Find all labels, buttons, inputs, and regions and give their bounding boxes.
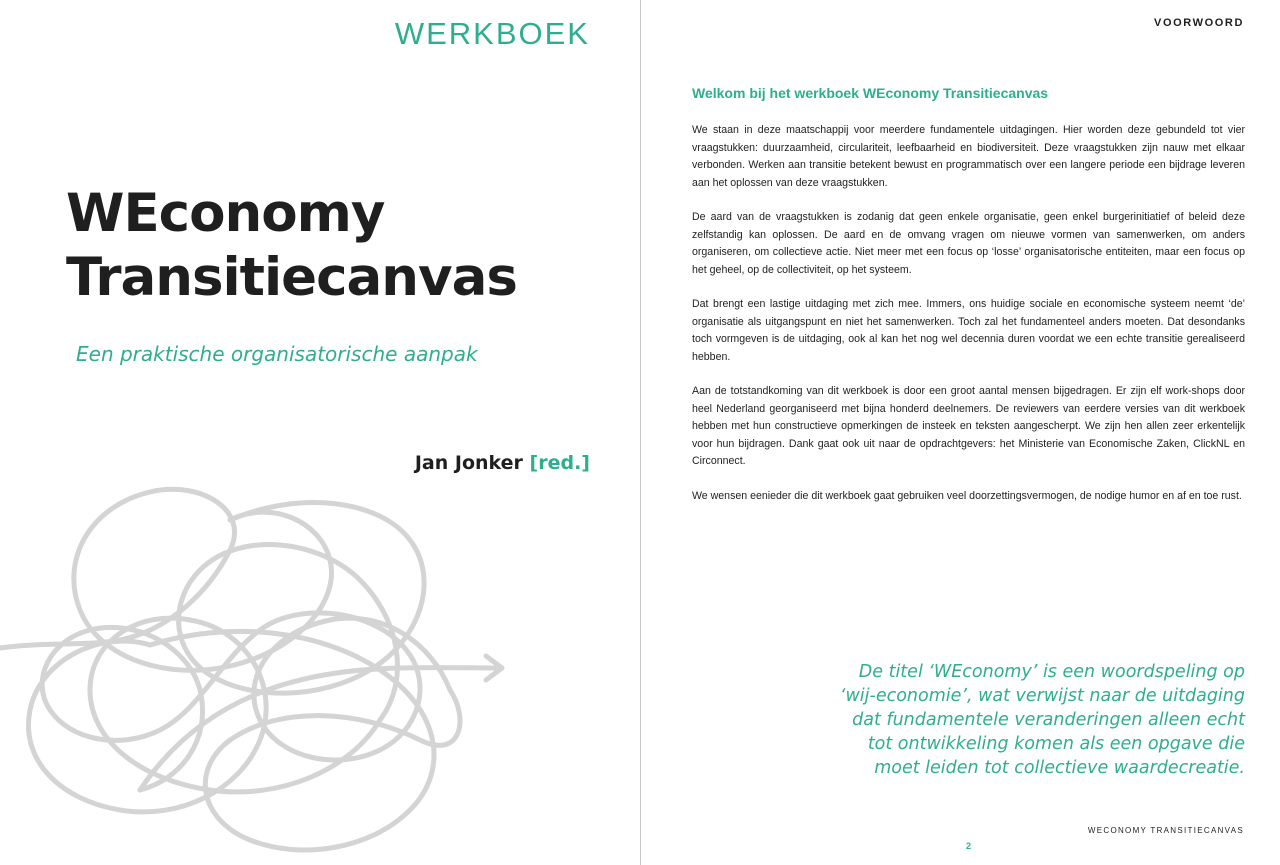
section-heading: Welkom bij het werkboek WEconomy Transitiecanvas bbox=[692, 85, 1049, 101]
subtitle: Een praktische organisatorische aanpak bbox=[76, 342, 478, 366]
author-role: [red.] bbox=[529, 452, 590, 474]
footer-title: WECONOMY TRANSITIECANVAS bbox=[1087, 826, 1244, 835]
main-title bbox=[66, 182, 517, 310]
paragraph-4: Aan de totstandkoming van dit werkboek is door een groot aantal mensen bijgedragen. Er zijn elf work-shops door heel Nederland georganiseerd met bijna honderd deelnemers. De reviewers van eerdere versies van dit werkboek hebben met hun constructieve opmerkingen de insteek en teksten aangescherpt. We zijn hen allen zeer erkentelijk voor hun bijdragen. Dank gaat ook uit naar de opdrachtgevers: het Ministerie van Economische Zaken, ClickNL en Circonnect. bbox=[692, 385, 1245, 467]
pull-quote: De titel ‘WEconomy’ is een woordspeling op ‘wij-economie’, wat verwijst naar de uitdaging dat fundamentele veranderingen alleen echt tot ontwikkeling komen als een opgave die moet leiden tot collectieve waardecreatie. bbox=[839, 662, 1245, 778]
paragraph-3: Dat brengt een lastige uitdaging met zich mee. Immers, ons huidige sociale en economische systeem neemt ‘de’ organisatie als uitgangspunt en niet het samenwerken. Toch zal het fundamenteel anders moeten. Dat desondanks toch vormgeven is de uitdaging, ook al kan het nog wel decennia duren voordat we een echte transitie gerealiseerd hebben. bbox=[692, 298, 1245, 363]
author-name: Jan Jonker bbox=[414, 452, 523, 474]
paragraph-1: We staan in deze maatschappij voor meerdere fundamentele uitdagingen. Hier worden deze gebundeld tot vier vraagstukken: duurzaamheid, circulariteit, leefbaarheid en biodiversiteit. Deze vraagstukken zijn nauw met elkaar verbonden. Werken aan transitie betekent bewust en programmatisch over een langere periode een bijdrage leveren aan het oplossen van deze vraagstukken. bbox=[692, 124, 1245, 189]
scribble-loop bbox=[179, 503, 424, 720]
werkboek-label: WERKBOEK bbox=[394, 16, 590, 51]
scribble-arrow-illustration bbox=[0, 470, 640, 865]
title-line-2: Transitiecanvas bbox=[66, 247, 517, 308]
foreword-page bbox=[641, 0, 1280, 865]
body-text bbox=[692, 122, 1245, 522]
page-number: 2 bbox=[966, 841, 972, 851]
paragraph-5: We wensen eenieder die dit werkboek gaat gebruiken veel doorzettingsvermogen, de nodige humor en af en toe rust. bbox=[692, 489, 1242, 502]
paragraph-2: De aard van de vraagstukken is zodanig dat geen enkele organisatie, geen enkel burgerinitiatief of beleid deze zelfstandig kan oplossen. De aard en de omvang vragen om nieuwe vormen van samenwerken, om anders organiseren, om collectieve actie. Niet meer met een focus op ‘losse’ organisatorische entiteiten, maar een focus op het geheel, op de collectiviteit, op het systeem. bbox=[692, 211, 1245, 276]
running-head: VOORWOORD bbox=[1154, 17, 1244, 29]
title-line-1: WEconomy bbox=[66, 183, 385, 244]
